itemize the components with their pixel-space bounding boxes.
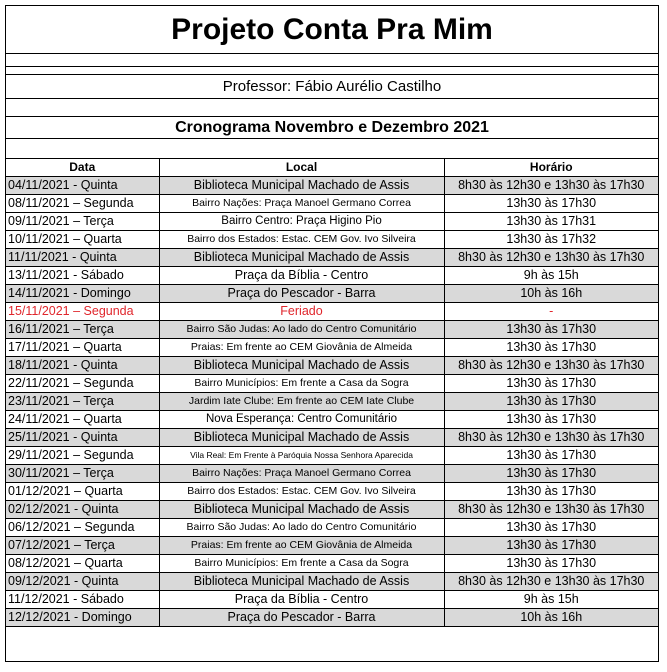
table-row <box>6 519 658 537</box>
spreadsheet <box>5 5 659 662</box>
table-row <box>6 501 658 519</box>
cell-time: 13h30 às 17h30 <box>444 411 658 429</box>
cell-location: Bairro Nações: Praça Manoel Germano Correa <box>159 465 444 483</box>
table-row <box>6 267 658 285</box>
cell-time: 9h às 15h <box>444 591 658 609</box>
header-local: Local <box>159 159 444 177</box>
cell-location: Biblioteca Municipal Machado de Assis <box>159 501 444 519</box>
cell-location: Nova Esperança: Centro Comunitário <box>159 411 444 429</box>
table-row <box>6 573 658 591</box>
cell-location: Praça do Pescador - Barra <box>159 609 444 627</box>
table-row <box>6 321 658 339</box>
cell-date: 25/11/2021 - Quinta <box>6 429 159 447</box>
cell-time: 8h30 às 12h30 e 13h30 às 17h30 <box>444 357 658 375</box>
cell-date: 22/11/2021 – Segunda <box>6 375 159 393</box>
cell-date: 13/11/2021 - Sábado <box>6 267 159 285</box>
table-row <box>6 339 658 357</box>
cell-time: 10h às 16h <box>444 609 658 627</box>
cell-location: Bairro dos Estados: Estac. CEM Gov. Ivo Silveira <box>159 231 444 249</box>
cell-location: Biblioteca Municipal Machado de Assis <box>159 357 444 375</box>
cell-date: 29/11/2021 – Segunda <box>6 447 159 465</box>
cell-date: 23/11/2021 – Terça <box>6 393 159 411</box>
cell-location: Praias: Em frente ao CEM Giovânia de Almeida <box>159 537 444 555</box>
cell-location: Bairro dos Estados: Estac. CEM Gov. Ivo Silveira <box>159 483 444 501</box>
professor-name: Professor: Fábio Aurélio Castilho <box>6 75 658 99</box>
schedule-table <box>6 159 658 627</box>
cell-date: 02/12/2021 - Quinta <box>6 501 159 519</box>
blank-row <box>6 67 658 75</box>
table-row <box>6 177 658 195</box>
table-row <box>6 537 658 555</box>
cell-time: 13h30 às 17h30 <box>444 519 658 537</box>
table-row <box>6 249 658 267</box>
cell-location: Biblioteca Municipal Machado de Assis <box>159 429 444 447</box>
cell-time: 13h30 às 17h30 <box>444 375 658 393</box>
cell-location: Biblioteca Municipal Machado de Assis <box>159 177 444 195</box>
table-row <box>6 483 658 501</box>
cell-location: Vila Real: Em Frente à Paróquia Nossa Senhora Aparecida <box>159 447 444 465</box>
cell-time: 13h30 às 17h30 <box>444 465 658 483</box>
cell-location: Jardim Iate Clube: Em frente ao CEM Iate Clube <box>159 393 444 411</box>
cell-time: 8h30 às 12h30 e 13h30 às 17h30 <box>444 573 658 591</box>
table-row <box>6 231 658 249</box>
cell-date: 18/11/2021 - Quinta <box>6 357 159 375</box>
cell-date: 07/12/2021 – Terça <box>6 537 159 555</box>
cell-date: 15/11/2021 – Segunda <box>6 303 159 321</box>
cell-location: Bairro Municípios: Em frente a Casa da Sogra <box>159 555 444 573</box>
cell-date: 04/11/2021 - Quinta <box>6 177 159 195</box>
blank-row <box>6 139 658 159</box>
cell-time: 9h às 15h <box>444 267 658 285</box>
cell-date: 30/11/2021 – Terça <box>6 465 159 483</box>
table-row <box>6 591 658 609</box>
cell-location: Praça da Bíblia - Centro <box>159 591 444 609</box>
cell-location: Bairro Nações: Praça Manoel Germano Correa <box>159 195 444 213</box>
cell-location: Bairro São Judas: Ao lado do Centro Comunitário <box>159 321 444 339</box>
cell-location: Bairro Municípios: Em frente a Casa da Sogra <box>159 375 444 393</box>
cell-date: 10/11/2021 – Quarta <box>6 231 159 249</box>
cell-date: 24/11/2021 – Quarta <box>6 411 159 429</box>
cell-time: 13h30 às 17h30 <box>444 483 658 501</box>
cell-location: Praça da Bíblia - Centro <box>159 267 444 285</box>
cell-location: Bairro São Judas: Ao lado do Centro Comunitário <box>159 519 444 537</box>
table-header-row <box>6 159 658 177</box>
header-horario: Horário <box>444 159 658 177</box>
cell-time: 13h30 às 17h30 <box>444 393 658 411</box>
table-row <box>6 285 658 303</box>
cell-time: 13h30 às 17h30 <box>444 321 658 339</box>
cell-date: 17/11/2021 – Quarta <box>6 339 159 357</box>
table-row <box>6 609 658 627</box>
table-row <box>6 393 658 411</box>
table-row <box>6 555 658 573</box>
table-row <box>6 465 658 483</box>
cell-date: 14/11/2021 - Domingo <box>6 285 159 303</box>
cell-date: 16/11/2021 – Terça <box>6 321 159 339</box>
cell-time: 8h30 às 12h30 e 13h30 às 17h30 <box>444 177 658 195</box>
cell-location: Biblioteca Municipal Machado de Assis <box>159 573 444 591</box>
table-row <box>6 375 658 393</box>
cell-time: 13h30 às 17h30 <box>444 537 658 555</box>
page-title: Projeto Conta Pra Mim <box>6 6 658 54</box>
table-row <box>6 447 658 465</box>
table-row <box>6 213 658 231</box>
cell-time: 8h30 às 12h30 e 13h30 às 17h30 <box>444 249 658 267</box>
cell-time: 8h30 às 12h30 e 13h30 às 17h30 <box>444 429 658 447</box>
cell-location: Feriado <box>159 303 444 321</box>
schedule-title: Cronograma Novembro e Dezembro 2021 <box>6 117 658 139</box>
cell-location: Biblioteca Municipal Machado de Assis <box>159 249 444 267</box>
cell-date: 06/12/2021 – Segunda <box>6 519 159 537</box>
cell-location: Praça do Pescador - Barra <box>159 285 444 303</box>
table-row <box>6 357 658 375</box>
cell-location: Praias: Em frente ao CEM Giovânia de Almeida <box>159 339 444 357</box>
blank-row <box>6 54 658 67</box>
cell-date: 08/12/2021 – Quarta <box>6 555 159 573</box>
cell-date: 12/12/2021 - Domingo <box>6 609 159 627</box>
cell-date: 01/12/2021 – Quarta <box>6 483 159 501</box>
cell-time: 13h30 às 17h30 <box>444 339 658 357</box>
table-row <box>6 429 658 447</box>
cell-time: 13h30 às 17h30 <box>444 447 658 465</box>
cell-date: 11/12/2021 - Sábado <box>6 591 159 609</box>
cell-date: 08/11/2021 – Segunda <box>6 195 159 213</box>
cell-date: 09/11/2021 – Terça <box>6 213 159 231</box>
cell-time: 13h30 às 17h31 <box>444 213 658 231</box>
cell-time: 13h30 às 17h30 <box>444 195 658 213</box>
blank-row <box>6 99 658 117</box>
table-row <box>6 195 658 213</box>
cell-time: 10h às 16h <box>444 285 658 303</box>
cell-time: 8h30 às 12h30 e 13h30 às 17h30 <box>444 501 658 519</box>
cell-time: - <box>444 303 658 321</box>
cell-date: 09/12/2021 - Quinta <box>6 573 159 591</box>
table-row <box>6 411 658 429</box>
cell-date: 11/11/2021 - Quinta <box>6 249 159 267</box>
header-data: Data <box>6 159 159 177</box>
cell-time: 13h30 às 17h32 <box>444 231 658 249</box>
cell-location: Bairro Centro: Praça Higino Pio <box>159 213 444 231</box>
table-row <box>6 303 658 321</box>
cell-time: 13h30 às 17h30 <box>444 555 658 573</box>
